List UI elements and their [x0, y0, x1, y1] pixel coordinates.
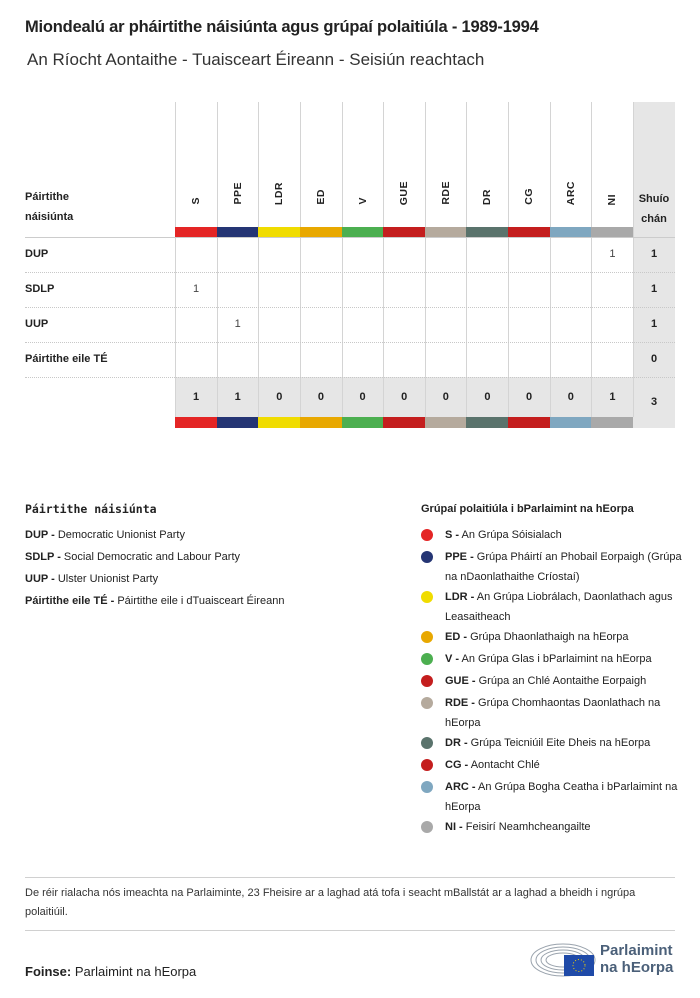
group-color-bar — [550, 227, 592, 237]
legend-name: Grúpa Pháirtí an Phobail Eorpaigh (Grúpa na nDaonlathaithe Críostaí) — [445, 551, 682, 583]
legend-color-dot-icon — [421, 551, 433, 563]
cell-value: 1 — [609, 248, 616, 260]
group-legend-item — [445, 733, 685, 753]
column-header-s — [175, 102, 217, 205]
column-total: 0 — [484, 391, 491, 403]
cell-value: 1 — [234, 318, 241, 330]
group-legend-item — [445, 817, 685, 837]
legend-code: GUE - — [445, 675, 476, 687]
column-header-label: V — [356, 197, 369, 205]
groups-legend-title: Grúpaí polaitiúla i bParlaimint na hEorpa — [421, 503, 634, 515]
legend-name: Feisirí Neamhcheangailte — [465, 821, 591, 833]
logo-line2: na hEorpa — [600, 959, 674, 976]
group-color-bar — [425, 417, 467, 428]
divider — [25, 877, 675, 878]
legend-color-dot-icon — [421, 781, 433, 793]
legend-code: S - — [445, 529, 460, 541]
legend-code: ARC - — [445, 781, 476, 793]
logo-line1: Parlaimint — [600, 942, 673, 959]
legend-name: Páirtithe eile i dTuaisceart Éireann — [117, 595, 285, 607]
column-total: 1 — [234, 391, 241, 403]
group-color-bar — [383, 417, 425, 428]
national-legend-item — [25, 569, 158, 589]
column-header-v — [342, 102, 384, 205]
legend-name: Aontacht Chlé — [470, 759, 540, 771]
group-color-bar — [217, 417, 259, 428]
legend-name: An Grúpa Glas i bParlaimint na hEorpa — [461, 653, 652, 665]
group-legend-item — [445, 671, 685, 691]
row-total: 0 — [650, 353, 658, 365]
national-legend-item — [25, 591, 284, 611]
chart-subtitle: An Ríocht Aontaithe - Tuaisceart Éireann - Seisiún reachtach — [27, 50, 485, 69]
row-label-party: DUP — [25, 248, 49, 260]
legend-code: ED - — [445, 631, 467, 643]
row-divider — [25, 237, 675, 238]
legend-color-dot-icon — [421, 631, 433, 643]
chart-title: Miondealú ar pháirtithe náisiúnta agus grúpaí polaitiúla - 1989-1994 — [25, 18, 539, 36]
legend-name: Ulster Unionist Party — [57, 573, 159, 585]
group-color-bar — [383, 227, 425, 237]
legend-code: UUP - — [25, 573, 55, 585]
group-legend-item — [445, 587, 685, 627]
group-color-bar — [258, 417, 300, 428]
group-color-bar — [591, 227, 633, 237]
legend-name: Grúpa Chomhaontas Daonlathach na hEorpa — [445, 697, 661, 729]
column-total: 0 — [567, 391, 574, 403]
column-header-label: ED — [314, 189, 327, 205]
column-header-label: ARC — [564, 180, 577, 205]
row-label-party: Páirtithe eile TÉ — [25, 353, 108, 365]
row-label-party: SDLP — [25, 283, 55, 295]
column-total: 0 — [359, 391, 366, 403]
legend-code: V - — [445, 653, 460, 665]
national-legend-item — [25, 525, 185, 545]
legend-name: Grúpa Teicniúil Eite Dheis na hEorpa — [470, 737, 651, 749]
row-label-party: UUP — [25, 318, 49, 330]
legend-code: DR - — [445, 737, 468, 749]
grand-total: 3 — [650, 396, 658, 408]
legend-name: Grúpa an Chlé Aontaithe Eorpaigh — [478, 675, 647, 687]
column-header-label: PPE — [231, 182, 244, 205]
legend-code: NI - — [445, 821, 463, 833]
column-header-cg — [508, 102, 550, 205]
european-parliament-logo — [530, 940, 678, 978]
group-legend-item — [445, 547, 685, 587]
column-header-label: S — [190, 197, 202, 205]
cell-value: 1 — [192, 283, 200, 295]
column-header-ni — [591, 102, 633, 205]
row-total: 1 — [650, 283, 658, 295]
group-color-bar — [175, 417, 217, 428]
source-label: Foinse: — [25, 964, 72, 979]
row-divider — [25, 272, 675, 273]
column-total: 0 — [317, 391, 324, 403]
group-color-bar — [550, 417, 592, 428]
group-legend-item — [445, 777, 685, 817]
logo-text — [600, 942, 673, 976]
row-header: Páirtithe náisiúnta — [25, 191, 74, 223]
legend-color-dot-icon — [421, 737, 433, 749]
column-header-label: NI — [606, 193, 619, 205]
legend-code: SDLP - — [25, 551, 61, 563]
legend-color-dot-icon — [421, 697, 433, 709]
legend-name: Grúpa Dhaonlathaigh na hEorpa — [470, 631, 629, 643]
legend-code: Páirtithe eile TÉ - — [25, 595, 115, 607]
column-total: 0 — [276, 391, 283, 403]
row-total: 1 — [650, 248, 658, 260]
total-header: Shuío chán — [638, 193, 670, 225]
row-total: 1 — [650, 318, 658, 330]
column-header-ed — [300, 102, 342, 205]
legend-color-dot-icon — [421, 675, 433, 687]
column-header-label: DR — [481, 188, 494, 205]
column-header-label: LDR — [273, 181, 286, 205]
group-color-bar — [508, 417, 550, 428]
row-divider — [25, 307, 675, 308]
column-header-label: GUE — [398, 180, 411, 205]
column-header-ppe — [217, 102, 259, 205]
group-legend-item — [445, 525, 685, 545]
group-color-bar — [466, 417, 508, 428]
group-color-bar — [175, 227, 217, 237]
column-header-dr — [466, 102, 508, 205]
column-total: 1 — [609, 391, 616, 403]
legend-color-dot-icon — [421, 821, 433, 833]
column-header-label: RDE — [439, 181, 452, 205]
group-color-bar — [300, 417, 342, 428]
national-legend-item — [25, 547, 240, 567]
column-total: 0 — [526, 391, 533, 403]
source-line — [25, 964, 196, 979]
legend-name: An Grúpa Bogha Ceatha i bParlaimint na hEorpa — [445, 781, 678, 813]
source-value: Parlaimint na hEorpa — [74, 964, 197, 979]
column-header-gue — [383, 102, 425, 205]
group-color-bar — [508, 227, 550, 237]
column-header-ldr — [258, 102, 300, 205]
column-total: 0 — [401, 391, 408, 403]
column-total: 1 — [192, 391, 200, 403]
group-color-bar — [591, 417, 633, 428]
legend-code: LDR - — [445, 591, 475, 603]
group-color-bar — [258, 227, 300, 237]
group-color-bar — [466, 227, 508, 237]
legend-code: CG - — [445, 759, 469, 771]
group-legend-item — [445, 649, 685, 669]
breakdown-table — [25, 102, 675, 428]
legend-name: Democratic Unionist Party — [57, 529, 185, 541]
group-color-bar — [300, 227, 342, 237]
group-color-bar — [425, 227, 467, 237]
divider — [25, 930, 675, 931]
column-header-arc — [550, 102, 592, 205]
national-legend-title: Páirtithe náisiúnta — [25, 502, 157, 516]
legend-color-dot-icon — [421, 591, 433, 603]
row-divider — [25, 342, 675, 343]
legend-name: An Grúpa Sóisialach — [461, 529, 562, 541]
group-color-bar — [342, 227, 384, 237]
hemicycle-icon — [530, 940, 600, 978]
column-total: 0 — [442, 391, 449, 403]
legend-color-dot-icon — [421, 653, 433, 665]
legend-name: An Grúpa Liobrálach, Daonlathach agus Leasaitheach — [445, 591, 673, 623]
group-legend-item — [445, 627, 685, 647]
legend-name: Social Democratic and Labour Party — [63, 551, 241, 563]
group-legend-item — [445, 755, 685, 775]
column-header-rde — [425, 102, 467, 205]
legend-color-dot-icon — [421, 529, 433, 541]
column-header-label: CG — [523, 188, 536, 205]
footnote: De réir rialacha nós imeachta na Parlaiminte, 23 Fheisire ar a laghad atá tofa i seacht mBallstát ar a laghad a bheidh i ngrúpa polaitiúil. — [25, 887, 636, 918]
row-divider — [25, 377, 675, 378]
legend-color-dot-icon — [421, 759, 433, 771]
group-color-bar — [217, 227, 259, 237]
group-color-bar — [342, 417, 384, 428]
group-legend-item — [445, 693, 685, 733]
legend-code: DUP - — [25, 529, 55, 541]
legend-code: RDE - — [445, 697, 475, 709]
legend-code: PPE - — [445, 551, 474, 563]
total-column-bg — [633, 102, 675, 428]
